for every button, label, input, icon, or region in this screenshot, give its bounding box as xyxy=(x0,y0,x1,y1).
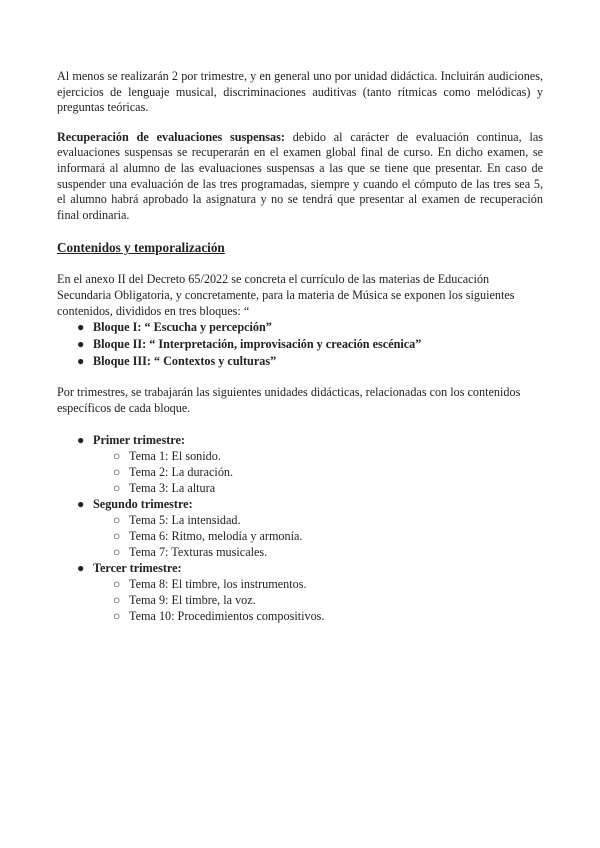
intro-paragraph: En el anexo II del Decreto 65/2022 se concreta el currículo de las materias de Educación Secundaria Obligatoria, y concretamente, para la materia de Música se exponen los siguientes contenidos, divididos en tres bloques: “ xyxy=(57,272,515,318)
tema-label: Tema 2: La duración. xyxy=(129,465,234,480)
tema-label: Tema 3: La altura xyxy=(129,481,216,496)
trimestre-label: Tercer trimestre: xyxy=(93,561,182,576)
circle-bullet-icon: ○ xyxy=(113,465,121,480)
section-heading: Contenidos y temporalización xyxy=(57,240,225,256)
tema-label: Tema 10: Procedimientos compositivos. xyxy=(129,609,325,624)
bullet-icon: ● xyxy=(77,561,85,576)
tema-label: Tema 5: La intensidad. xyxy=(129,513,241,528)
tema-item xyxy=(93,528,543,544)
circle-bullet-icon: ○ xyxy=(113,481,121,496)
recuperacion-paragraph xyxy=(57,130,543,224)
trimestres-intro-paragraph: Por trimestres, se trabajarán las siguientes unidades didácticas, relacionadas con los contenidos específicos de cada bloque. xyxy=(57,385,521,415)
tema-label: Tema 9: El timbre, la voz. xyxy=(129,593,256,608)
trimestre-label: Segundo trimestre: xyxy=(93,497,193,512)
tema-item xyxy=(93,608,543,624)
bloque-label: Bloque III: “ Contextos y culturas” xyxy=(93,354,277,369)
trimestre-item xyxy=(57,496,543,560)
bullet-icon: ● xyxy=(77,433,85,448)
tema-label: Tema 1: El sonido. xyxy=(129,449,221,464)
tema-item xyxy=(93,592,543,608)
bloque-item xyxy=(57,336,543,353)
document-page xyxy=(57,69,543,624)
tema-label: Tema 6: Ritmo, melodía y armonía. xyxy=(129,529,303,544)
bullet-icon: ● xyxy=(77,320,85,335)
temas-list xyxy=(93,512,543,560)
bloque-label: Bloque II: “ Interpretación, improvisación y creación escénica” xyxy=(93,337,422,352)
circle-bullet-icon: ○ xyxy=(113,449,121,464)
recuperacion-text: debido al carácter de evaluación continua, las evaluaciones suspensas se recuperarán en el examen global final de curso. En dicho examen, se informará al alumno de las evaluaciones suspensas a las que se tiene que presentar. En caso de suspender una evaluación de las tres programadas, siempre y cuando el cómputo de las tres sea 5, el alumno habrá aprobado la asignatura y no se tendrá que presentar al examen de recuperación final ordinaria. xyxy=(57,129,543,222)
trimestre-label: Primer trimestre: xyxy=(93,433,185,448)
tema-item xyxy=(93,576,543,592)
tema-label: Tema 7: Texturas musicales. xyxy=(129,545,268,560)
temas-list xyxy=(93,448,543,496)
bloque-label: Bloque I: “ Escucha y percepción” xyxy=(93,320,272,335)
bullet-icon: ● xyxy=(77,354,85,369)
temas-list xyxy=(93,576,543,624)
tema-item xyxy=(93,512,543,528)
bloque-item xyxy=(57,353,543,370)
tema-item xyxy=(93,464,543,480)
tema-item xyxy=(93,448,543,464)
bloque-item xyxy=(57,319,543,336)
bullet-icon: ● xyxy=(77,337,85,352)
trimestre-item xyxy=(57,432,543,496)
circle-bullet-icon: ○ xyxy=(113,513,121,528)
circle-bullet-icon: ○ xyxy=(113,593,121,608)
evaluation-paragraph: Al menos se realizarán 2 por trimestre, y en general uno por unidad didáctica. Incluirán audiciones, ejercicios de lenguaje musical, discriminaciones auditivas (tanto rítmicas como melódicas) y preguntas teóricas. xyxy=(57,69,543,115)
tema-label: Tema 8: El timbre, los instrumentos. xyxy=(129,577,307,592)
circle-bullet-icon: ○ xyxy=(113,545,121,560)
circle-bullet-icon: ○ xyxy=(113,529,121,544)
circle-bullet-icon: ○ xyxy=(113,609,121,624)
tema-item xyxy=(93,544,543,560)
bloques-list xyxy=(57,319,543,370)
circle-bullet-icon: ○ xyxy=(113,577,121,592)
trimestre-item xyxy=(57,560,543,624)
bullet-icon: ● xyxy=(77,497,85,512)
recuperacion-label: Recuperación de evaluaciones suspensas: xyxy=(57,129,285,144)
tema-item xyxy=(93,480,543,496)
trimestres-list xyxy=(57,432,543,624)
